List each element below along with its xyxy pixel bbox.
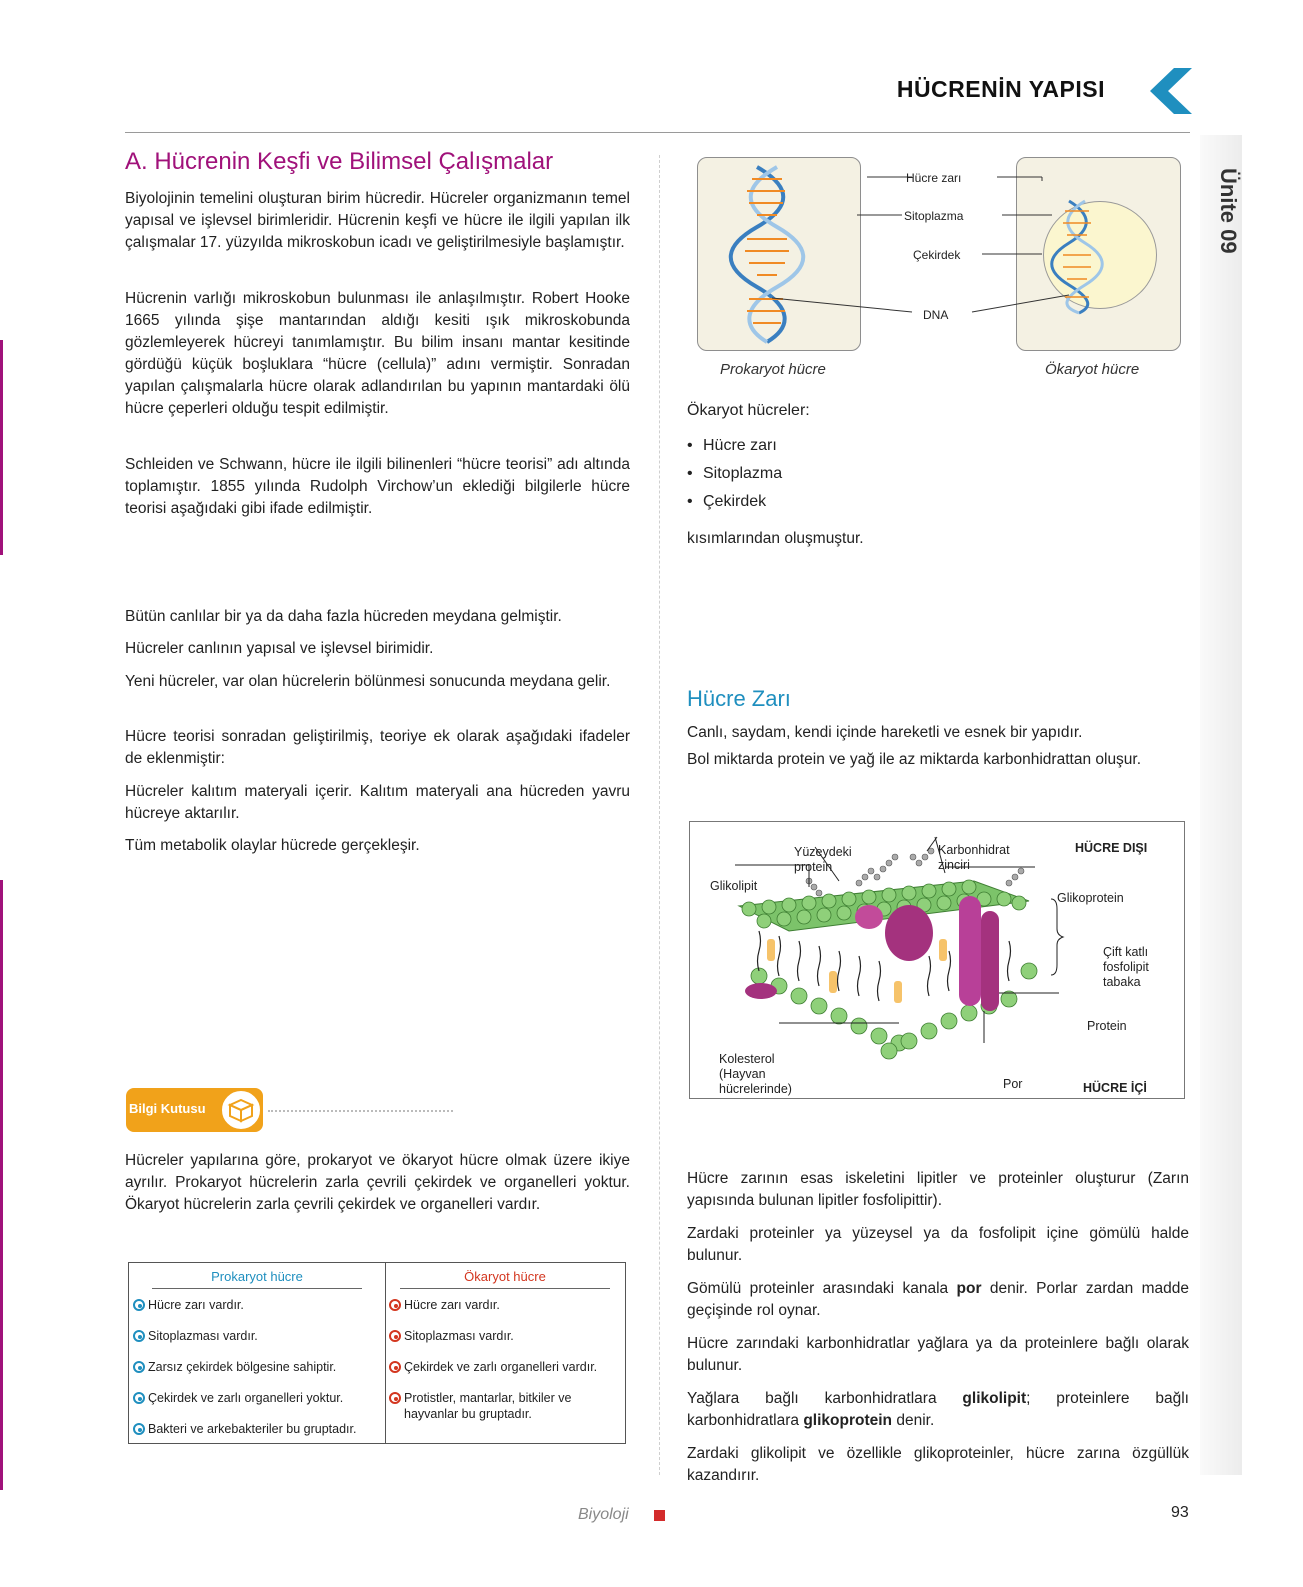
label-pore: Por <box>1003 1077 1023 1091</box>
list-item: Hücre zarı vardır. <box>389 1297 621 1313</box>
list-item: • Çekirdek <box>687 488 782 516</box>
target-icon <box>389 1361 401 1373</box>
paragraph-hooke: Hücrenin varlığı mikroskobun bulunması ile anlaşılmıştır. Robert Hooke 1665 yılında şişe mantarından aldığı kesiti ışık mikroskobunda gözlemleyerek hücreyi tanımlamıştır. Bu bilim insanı mantar kesitinde gördüğü küçük boşluklara “hücre (cellula)” adını vermiştir. Sonradan yapılan çalışmalarla hücre olarak adlandırılan bu yapının mantardaki ölü hücre çeperleri olduğu tespit edilmiştir. <box>125 290 630 417</box>
info-box-dots <box>268 1110 453 1112</box>
list-item: Sitoplazması vardır. <box>389 1328 621 1344</box>
info-box-text: Hücreler yapılarına göre, prokaryot ve ökaryot hücre olmak üzere ikiye ayrılır. Prokaryot hücrelerin zarla çevrili çekirdek ve organelleri yoktur. Ökaryot hücrelerin zarla çevrili çekirdek ve organelleri vardır. <box>125 1152 630 1213</box>
label-glycoprotein: Glikoprotein <box>1057 891 1124 905</box>
paragraph-cell-theory: Schleiden ve Schwann, hücre ile ilgili bilinenleri “hücre teorisi” adı altında toplamıştır. 1855 yılında Rudolph Virchow’un eklediği bilgilerle hücre teorisi aşağıdaki gibi ifade edilmiştir. <box>125 456 630 517</box>
target-icon <box>133 1392 145 1404</box>
caption-prokaryote: Prokaryot hücre <box>720 361 826 378</box>
membrane-para-4: Hücre zarındaki karbonhidratlar yağlara ya da proteinlere bağlı olarak bulunur. <box>687 1335 1189 1374</box>
prokaryote-header: Prokaryot hücre <box>211 1269 303 1284</box>
header-rule <box>125 132 1190 133</box>
header-underline <box>152 1288 362 1289</box>
column-divider <box>659 155 660 1475</box>
list-item: Zarsız çekirdek bölgesine sahiptir. <box>133 1359 381 1375</box>
target-icon <box>133 1423 145 1435</box>
target-icon <box>389 1392 401 1404</box>
list-item: Çekirdek ve zarlı organelleri vardır. <box>389 1359 621 1375</box>
label-nucleus: Çekirdek <box>913 248 961 262</box>
theory-statement-4: Hücre teorisi sonradan geliştirilmiş, teoriye ek olarak aşağıdaki ifadeler de eklenmiştir: <box>125 728 630 767</box>
label-inside: HÜCRE İÇİ <box>1083 1081 1147 1095</box>
list-item: Sitoplazması vardır. <box>133 1328 381 1344</box>
box-icon <box>219 1088 263 1132</box>
caption-eukaryote: Ökaryot hücre <box>1045 361 1140 378</box>
list-item: • Sitoplazma <box>687 460 782 488</box>
paragraph-intro: Biyolojinin temelini oluşturan birim hücredir. Hücreler organizmanın temel yapısal ve işlevsel birimleridir. Hücrenin keşfi ve hücre ile ilgili yapılan ilk çalışmalar 17. yüzyılda mikroskobun icadı ve geliştirilmesiyle başlamıştır. <box>125 190 630 251</box>
eukaryote-outro: kısımlarından oluşmuştur. <box>687 530 864 547</box>
label-cell-membrane: Hücre zarı <box>906 171 962 185</box>
chapter-title: HÜCRENİN YAPISI <box>896 76 1105 102</box>
page-number: 93 <box>1171 1504 1189 1521</box>
dna-helix-prokaryote <box>731 167 804 342</box>
theory-statement-1: Bütün canlılar bir ya da daha fazla hücreden meydana gelmiştir. <box>125 608 562 625</box>
membrane-desc-2: Bol miktarda protein ve yağ ile az miktarda karbonhidrattan oluşur. <box>687 751 1142 768</box>
list-item: Bakteri ve arkebakteriler bu gruptadır. <box>133 1421 381 1437</box>
label-surface-protein: Yüzeydeki protein <box>794 845 852 874</box>
membrane-para-3: Gömülü proteinler arasındaki kanala por denir. Porlar zardan madde geçişinde rol oynar. <box>687 1280 1189 1319</box>
footer-square <box>654 1510 665 1521</box>
comparison-table <box>128 1262 626 1444</box>
target-icon <box>389 1330 401 1342</box>
footer-subject: Biyoloji <box>578 1506 629 1523</box>
label-dna: DNA <box>923 308 949 322</box>
unit-tab-label <box>1200 150 1242 270</box>
membrane-para-5: Yağlara bağlı karbonhidratlara glikolipit; proteinlere bağlı karbonhidratlara glikoprotein denir. <box>687 1390 1189 1429</box>
label-outside: HÜCRE DIŞI <box>1075 841 1148 855</box>
theory-statement-3: Yeni hücreler, var olan hücrelerin bölünmesi sonucunda meydana gelir. <box>125 673 611 690</box>
label-cytoplasm: Sitoplazma <box>904 209 964 223</box>
membrane-para-2: Zardaki proteinler ya yüzeysel ya da fosfolipit içine gömülü halde bulunur. <box>687 1225 1189 1264</box>
eukaryote-parts-list <box>687 432 782 516</box>
membrane-desc-1: Canlı, saydam, kendi içinde hareketli ve esnek bir yapıdır. <box>687 724 1083 741</box>
svg-text:Ünite 09: Ünite 09 <box>1216 168 1241 254</box>
membrane-para-1: Hücre zarının esas iskeletini lipitler ve proteinler oluşturur (Zarın yapısında bulunan lipitler fosfolipittir). <box>687 1170 1189 1209</box>
side-tab <box>1200 135 1242 1475</box>
list-item: Protistler, mantarlar, bitkiler ve hayvanlar bu gruptadır. <box>389 1390 621 1422</box>
eukaryote-intro: Ökaryot hücreler: <box>687 402 810 419</box>
subsection-title: Hücre Zarı <box>687 686 791 711</box>
theory-statement-2: Hücreler canlının yapısal ve işlevsel birimidir. <box>125 640 434 657</box>
section-title: A. Hücrenin Keşfi ve Bilimsel Çalışmalar <box>125 148 554 175</box>
list-item: • Hücre zarı <box>687 432 782 460</box>
margin-bar-bottom <box>0 880 3 1490</box>
info-box-label: Bilgi Kutusu <box>129 1101 206 1116</box>
margin-bar-top <box>0 340 3 555</box>
label-cholesterol: Kolesterol (Hayvan hücrelerinde) <box>719 1052 792 1096</box>
prokaryote-column <box>129 1263 386 1443</box>
label-protein: Protein <box>1087 1019 1127 1033</box>
target-icon <box>389 1299 401 1311</box>
target-icon <box>133 1330 145 1342</box>
chevron-left-icon <box>1150 68 1192 114</box>
label-carbohydrate-chain: Karbonhidrat zinciri <box>938 843 1010 872</box>
list-item: Çekirdek ve zarlı organelleri yoktur. <box>133 1390 381 1406</box>
eukaryote-header: Ökaryot hücre <box>464 1269 546 1284</box>
label-bilayer: Çift katlı fosfolipit tabaka <box>1103 945 1149 989</box>
membrane-para-6: Zardaki glikolipit ve özellikle glikoproteinler, hücre zarına özgüllük kazandırır. <box>687 1445 1189 1484</box>
list-item: Hücre zarı vardır. <box>133 1297 381 1313</box>
eukaryote-column <box>385 1263 625 1443</box>
theory-statement-6: Tüm metabolik olaylar hücrede gerçekleşir. <box>125 837 420 854</box>
target-icon <box>133 1299 145 1311</box>
target-icon <box>133 1361 145 1373</box>
header-underline <box>400 1288 610 1289</box>
label-glycolipid: Glikolipit <box>710 879 758 893</box>
theory-statement-5: Hücreler kalıtım materyali içerir. Kalıtım materyali ana hücreden yavru hücreye aktarılır. <box>125 783 630 822</box>
